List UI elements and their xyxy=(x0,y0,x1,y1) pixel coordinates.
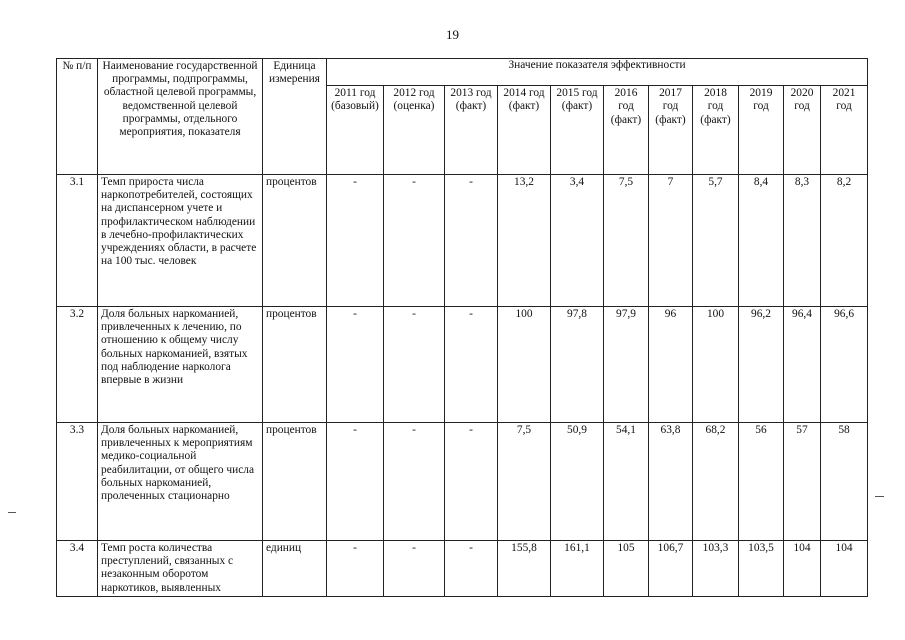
header-value-group: Значение показателя эффективности xyxy=(327,59,868,86)
value-cell: - xyxy=(384,307,445,423)
value-cell: - xyxy=(445,175,498,307)
value-cell: 97,9 xyxy=(604,307,649,423)
unit-cell: процентов xyxy=(263,307,327,423)
row-number: 3.3 xyxy=(57,423,98,541)
indicator-name: Темп роста количества преступлений, связанных с незаконным оборотом наркотиков, выявленных xyxy=(98,541,263,597)
header-year: 2012 год (оценка) xyxy=(384,86,445,175)
indicator-name: Доля больных наркоманией, привлеченных к мероприятиям медико-социальной реабилитации, от общего числа больных наркоманией, пролеченных стационарно xyxy=(98,423,263,541)
table-row xyxy=(57,423,868,541)
header-year: 2015 год (факт) xyxy=(551,86,604,175)
page-number: 19 xyxy=(446,27,459,42)
row-number: 3.2 xyxy=(57,307,98,423)
header-year: 2011 год (базовый) xyxy=(327,86,384,175)
value-cell: 3,4 xyxy=(551,175,604,307)
value-cell: 58 xyxy=(821,423,868,541)
value-cell: - xyxy=(445,307,498,423)
value-cell: - xyxy=(327,175,384,307)
value-cell: 7 xyxy=(649,175,693,307)
header-name: Наименование государственной программы, подпрограммы, областной целевой программы, ведомственной целевой программы, отдельного мероприятия, показателя xyxy=(98,59,263,175)
value-cell: - xyxy=(327,423,384,541)
value-cell: 96,4 xyxy=(784,307,821,423)
value-cell: 7,5 xyxy=(604,175,649,307)
value-cell: 63,8 xyxy=(649,423,693,541)
indicator-name: Доля больных наркоманией, привлеченных к лечению, по отношению к общему числу больных наркоманией, взятых под наблюдение нарколога впервые в жизни xyxy=(98,307,263,423)
value-cell: 57 xyxy=(784,423,821,541)
value-cell: - xyxy=(384,541,445,597)
value-cell: 8,3 xyxy=(784,175,821,307)
efficiency-indicators-table xyxy=(56,58,868,597)
indicator-name: Темп прироста числа наркопотребителей, состоящих на диспансерном учете и профилактическом наблюдении в лечебно-профилактических учреждениях области, в расчете на 100 тыс. человек xyxy=(98,175,263,307)
value-cell: - xyxy=(327,541,384,597)
header-unit: Единица измерения xyxy=(263,59,327,175)
value-cell: 106,7 xyxy=(649,541,693,597)
value-cell: - xyxy=(327,307,384,423)
row-number: 3.4 xyxy=(57,541,98,597)
value-cell: 68,2 xyxy=(693,423,739,541)
value-cell: 100 xyxy=(693,307,739,423)
value-cell: 103,3 xyxy=(693,541,739,597)
unit-cell: процентов xyxy=(263,423,327,541)
value-cell: 105 xyxy=(604,541,649,597)
value-cell: 50,9 xyxy=(551,423,604,541)
value-cell: - xyxy=(384,175,445,307)
value-cell: 5,7 xyxy=(693,175,739,307)
value-cell: 96,6 xyxy=(821,307,868,423)
value-cell: 97,8 xyxy=(551,307,604,423)
header-year: 2020 год xyxy=(784,86,821,175)
header-year: 2013 год (факт) xyxy=(445,86,498,175)
table-row xyxy=(57,541,868,597)
value-cell: 155,8 xyxy=(498,541,551,597)
scan-mark xyxy=(875,496,884,497)
value-cell: 96 xyxy=(649,307,693,423)
unit-cell: единиц xyxy=(263,541,327,597)
header-year: 2017 год (факт) xyxy=(649,86,693,175)
value-cell: - xyxy=(384,423,445,541)
value-cell: 56 xyxy=(739,423,784,541)
value-cell: 104 xyxy=(821,541,868,597)
header-year: 2016 год (факт) xyxy=(604,86,649,175)
value-cell: - xyxy=(445,423,498,541)
value-cell: 54,1 xyxy=(604,423,649,541)
value-cell: 8,2 xyxy=(821,175,868,307)
header-num: № п/п xyxy=(57,59,98,175)
value-cell: 13,2 xyxy=(498,175,551,307)
header-year: 2019 год xyxy=(739,86,784,175)
value-cell: 103,5 xyxy=(739,541,784,597)
value-cell: 96,2 xyxy=(739,307,784,423)
value-cell: 161,1 xyxy=(551,541,604,597)
table-row xyxy=(57,175,868,307)
header-row xyxy=(57,59,868,86)
header-year: 2021 год xyxy=(821,86,868,175)
value-cell: 100 xyxy=(498,307,551,423)
unit-cell: процентов xyxy=(263,175,327,307)
value-cell: - xyxy=(445,541,498,597)
header-year: 2018 год (факт) xyxy=(693,86,739,175)
value-cell: 104 xyxy=(784,541,821,597)
value-cell: 8,4 xyxy=(739,175,784,307)
value-cell: 7,5 xyxy=(498,423,551,541)
table-row xyxy=(57,307,868,423)
header-year: 2014 год (факт) xyxy=(498,86,551,175)
scan-mark xyxy=(8,512,16,513)
row-number: 3.1 xyxy=(57,175,98,307)
